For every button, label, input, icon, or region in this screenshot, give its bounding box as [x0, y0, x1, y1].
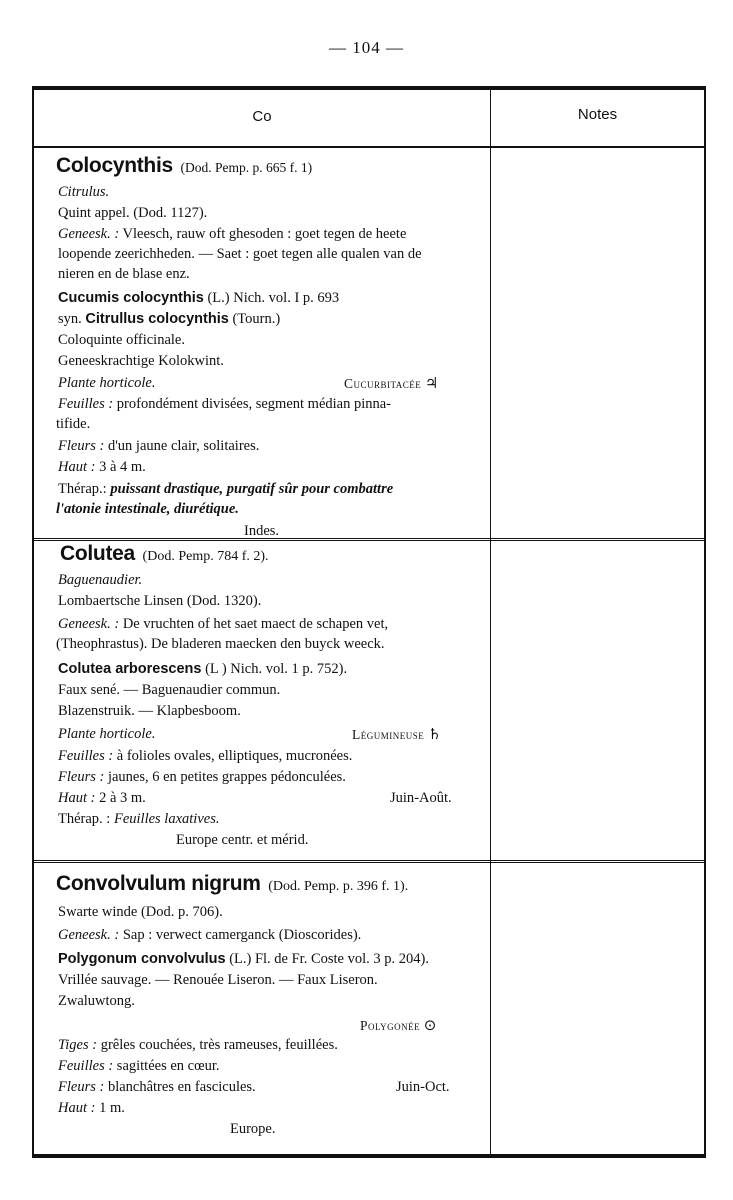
scientific-name: Colutea arborescens — [58, 661, 202, 677]
text: (L.) Nich. vol. I p. 693 — [203, 290, 340, 306]
origin: Europe. — [230, 1121, 276, 1137]
french-name: Vrillée sauvage. — Renouée Liseron. — Faux Liseron. — [58, 972, 378, 988]
text: grêles couchées, très rameuses, feuillées. — [97, 1037, 338, 1053]
label: Fleurs : — [58, 769, 105, 785]
family-line — [344, 373, 484, 394]
leaves-line: tifide. — [56, 416, 91, 432]
text: Vleesch, rauw oft ghesoden : goet tegen de heete — [119, 226, 407, 242]
entry-separator — [34, 538, 704, 541]
entry-title — [56, 156, 476, 178]
family-name: Cucurbitacée — [344, 376, 422, 391]
label: Feuilles : — [58, 396, 114, 412]
vernacular-line: Swarte winde (Dod. p. 706). — [58, 904, 223, 920]
origin: Indes. — [244, 523, 280, 539]
saturn-symbol-icon: ♄ — [427, 725, 442, 743]
label: Feuilles : — [58, 1058, 114, 1074]
leaves-line — [58, 394, 478, 414]
label: Haut : — [58, 459, 96, 475]
entry-title — [60, 544, 480, 567]
medicinal-line — [58, 224, 478, 244]
text: Sap : verwect camerganck (Dioscorides). — [119, 927, 362, 943]
dutch-name: Blazenstruik. — Klapbesboom. — [58, 703, 241, 719]
header-co: Co — [252, 108, 272, 125]
label: Geneesk. : — [58, 616, 120, 632]
herbal-table — [32, 86, 706, 1158]
text: De vruchten of het saet maect de schapen vet, — [119, 616, 389, 632]
entry-separator — [34, 860, 704, 863]
medicinal-line — [58, 614, 478, 634]
medicinal-line — [58, 925, 478, 945]
scientific-name-line — [58, 288, 478, 308]
label: Thérap.: — [58, 481, 107, 497]
vernacular-line: Lombaertsche Linsen (Dod. 1320). — [58, 593, 262, 609]
text: jaunes, 6 en petites grappes pédonculées. — [104, 769, 346, 785]
entry-title — [56, 874, 476, 897]
scientific-name: Citrullus colocynthis — [85, 311, 229, 327]
leaves-line — [58, 746, 478, 766]
text: syn. — [58, 311, 86, 327]
flowers-line — [58, 436, 478, 456]
synonym-line: Baguenaudier. — [58, 572, 143, 588]
flowering-season: Juin-Août. — [390, 790, 452, 806]
text: 1 m. — [95, 1100, 125, 1116]
label: Haut : — [58, 1100, 96, 1116]
text: puissant drastique, purgatif sûr pour combattre — [106, 481, 394, 497]
text: Feuilles laxatives. — [110, 811, 220, 827]
french-name: Faux sené. — Baguenaudier commun. — [58, 682, 281, 698]
text: profondément divisées, segment médian pinna- — [113, 396, 392, 412]
medicinal-line: nieren en de blase enz. — [58, 266, 190, 282]
table-header — [34, 90, 704, 148]
text: blanchâtres en fascicules. — [104, 1079, 256, 1095]
label: Geneesk. : — [58, 927, 120, 943]
family-name: Polygonée — [360, 1018, 421, 1033]
dutch-name: Zwaluwtong. — [58, 993, 135, 1009]
label: Tiges : — [58, 1037, 98, 1053]
text: (L ) Nich. vol. 1 p. 752). — [201, 661, 348, 677]
label: Fleurs : — [58, 1079, 105, 1095]
synonym-scientific-line — [58, 309, 478, 329]
label: Fleurs : — [58, 438, 105, 454]
flowering-season: Juin-Oct. — [396, 1079, 450, 1095]
leaves-line — [58, 1056, 478, 1076]
label: Geneesk. : — [58, 226, 120, 242]
therapy-line — [58, 479, 478, 499]
text: (Tourn.) — [228, 311, 281, 327]
habit-line: Plante horticole. — [58, 375, 156, 391]
text: sagittées en cœur. — [113, 1058, 220, 1074]
column-divider — [490, 90, 491, 1154]
label: Feuilles : — [58, 748, 114, 764]
label: Haut : — [58, 790, 96, 806]
page-number: — 104 — — [329, 38, 404, 57]
text: (L.) Fl. de Fr. Coste vol. 3 p. 204). — [225, 951, 429, 967]
height-line — [58, 457, 478, 477]
genus-name: Colocynthis — [56, 154, 173, 177]
scientific-name: Polygonum convolvulus — [58, 951, 226, 967]
header-notes: Notes — [577, 106, 618, 123]
scientific-name-line — [58, 659, 478, 679]
text: d'un jaune clair, solitaires. — [104, 438, 260, 454]
medicinal-line: (Theophrastus). De bladeren maecken den buyck weeck. — [56, 636, 385, 652]
genus-reference: (Dod. Pemp. p. 396 f. 1). — [268, 879, 409, 894]
habit-line: Plante horticole. — [58, 726, 156, 742]
dutch-name: Geneeskrachtige Kolokwint. — [58, 353, 224, 369]
therapy-line — [58, 809, 478, 829]
jupiter-symbol-icon: ♃ — [424, 374, 439, 392]
vernacular-line: Quint appel. (Dod. 1127). — [58, 205, 208, 221]
therapy-line: l'atonie intestinale, diurétique. — [56, 501, 239, 517]
flowers-line — [58, 767, 478, 787]
family-line — [352, 724, 482, 745]
genus-name: Convolvulum nigrum — [56, 872, 261, 895]
stems-line — [58, 1035, 478, 1055]
scientific-name-line — [58, 949, 478, 969]
family-line — [360, 1015, 480, 1036]
sun-symbol-icon: ⊙ — [423, 1016, 437, 1034]
synonym-line: Citrulus. — [58, 184, 110, 200]
genus-reference: (Dod. Pemp. 784 f. 2). — [142, 549, 269, 564]
french-name: Coloquinte officinale. — [58, 332, 185, 348]
genus-name: Colutea — [60, 542, 135, 565]
text: à folioles ovales, elliptiques, mucronées. — [113, 748, 353, 764]
scientific-name: Cucumis colocynthis — [58, 290, 204, 306]
medicinal-line: loopende zeerichheden. — Saet : goet tegen alle qualen van de — [58, 246, 422, 262]
label: Thérap. : — [58, 811, 111, 827]
text: 3 à 4 m. — [95, 459, 146, 475]
text: 2 à 3 m. — [95, 790, 146, 806]
family-name: Légumineuse — [352, 727, 425, 742]
height-line — [58, 1098, 478, 1118]
origin: Europe centr. et mérid. — [176, 832, 309, 848]
genus-reference: (Dod. Pemp. p. 665 f. 1) — [180, 160, 313, 175]
